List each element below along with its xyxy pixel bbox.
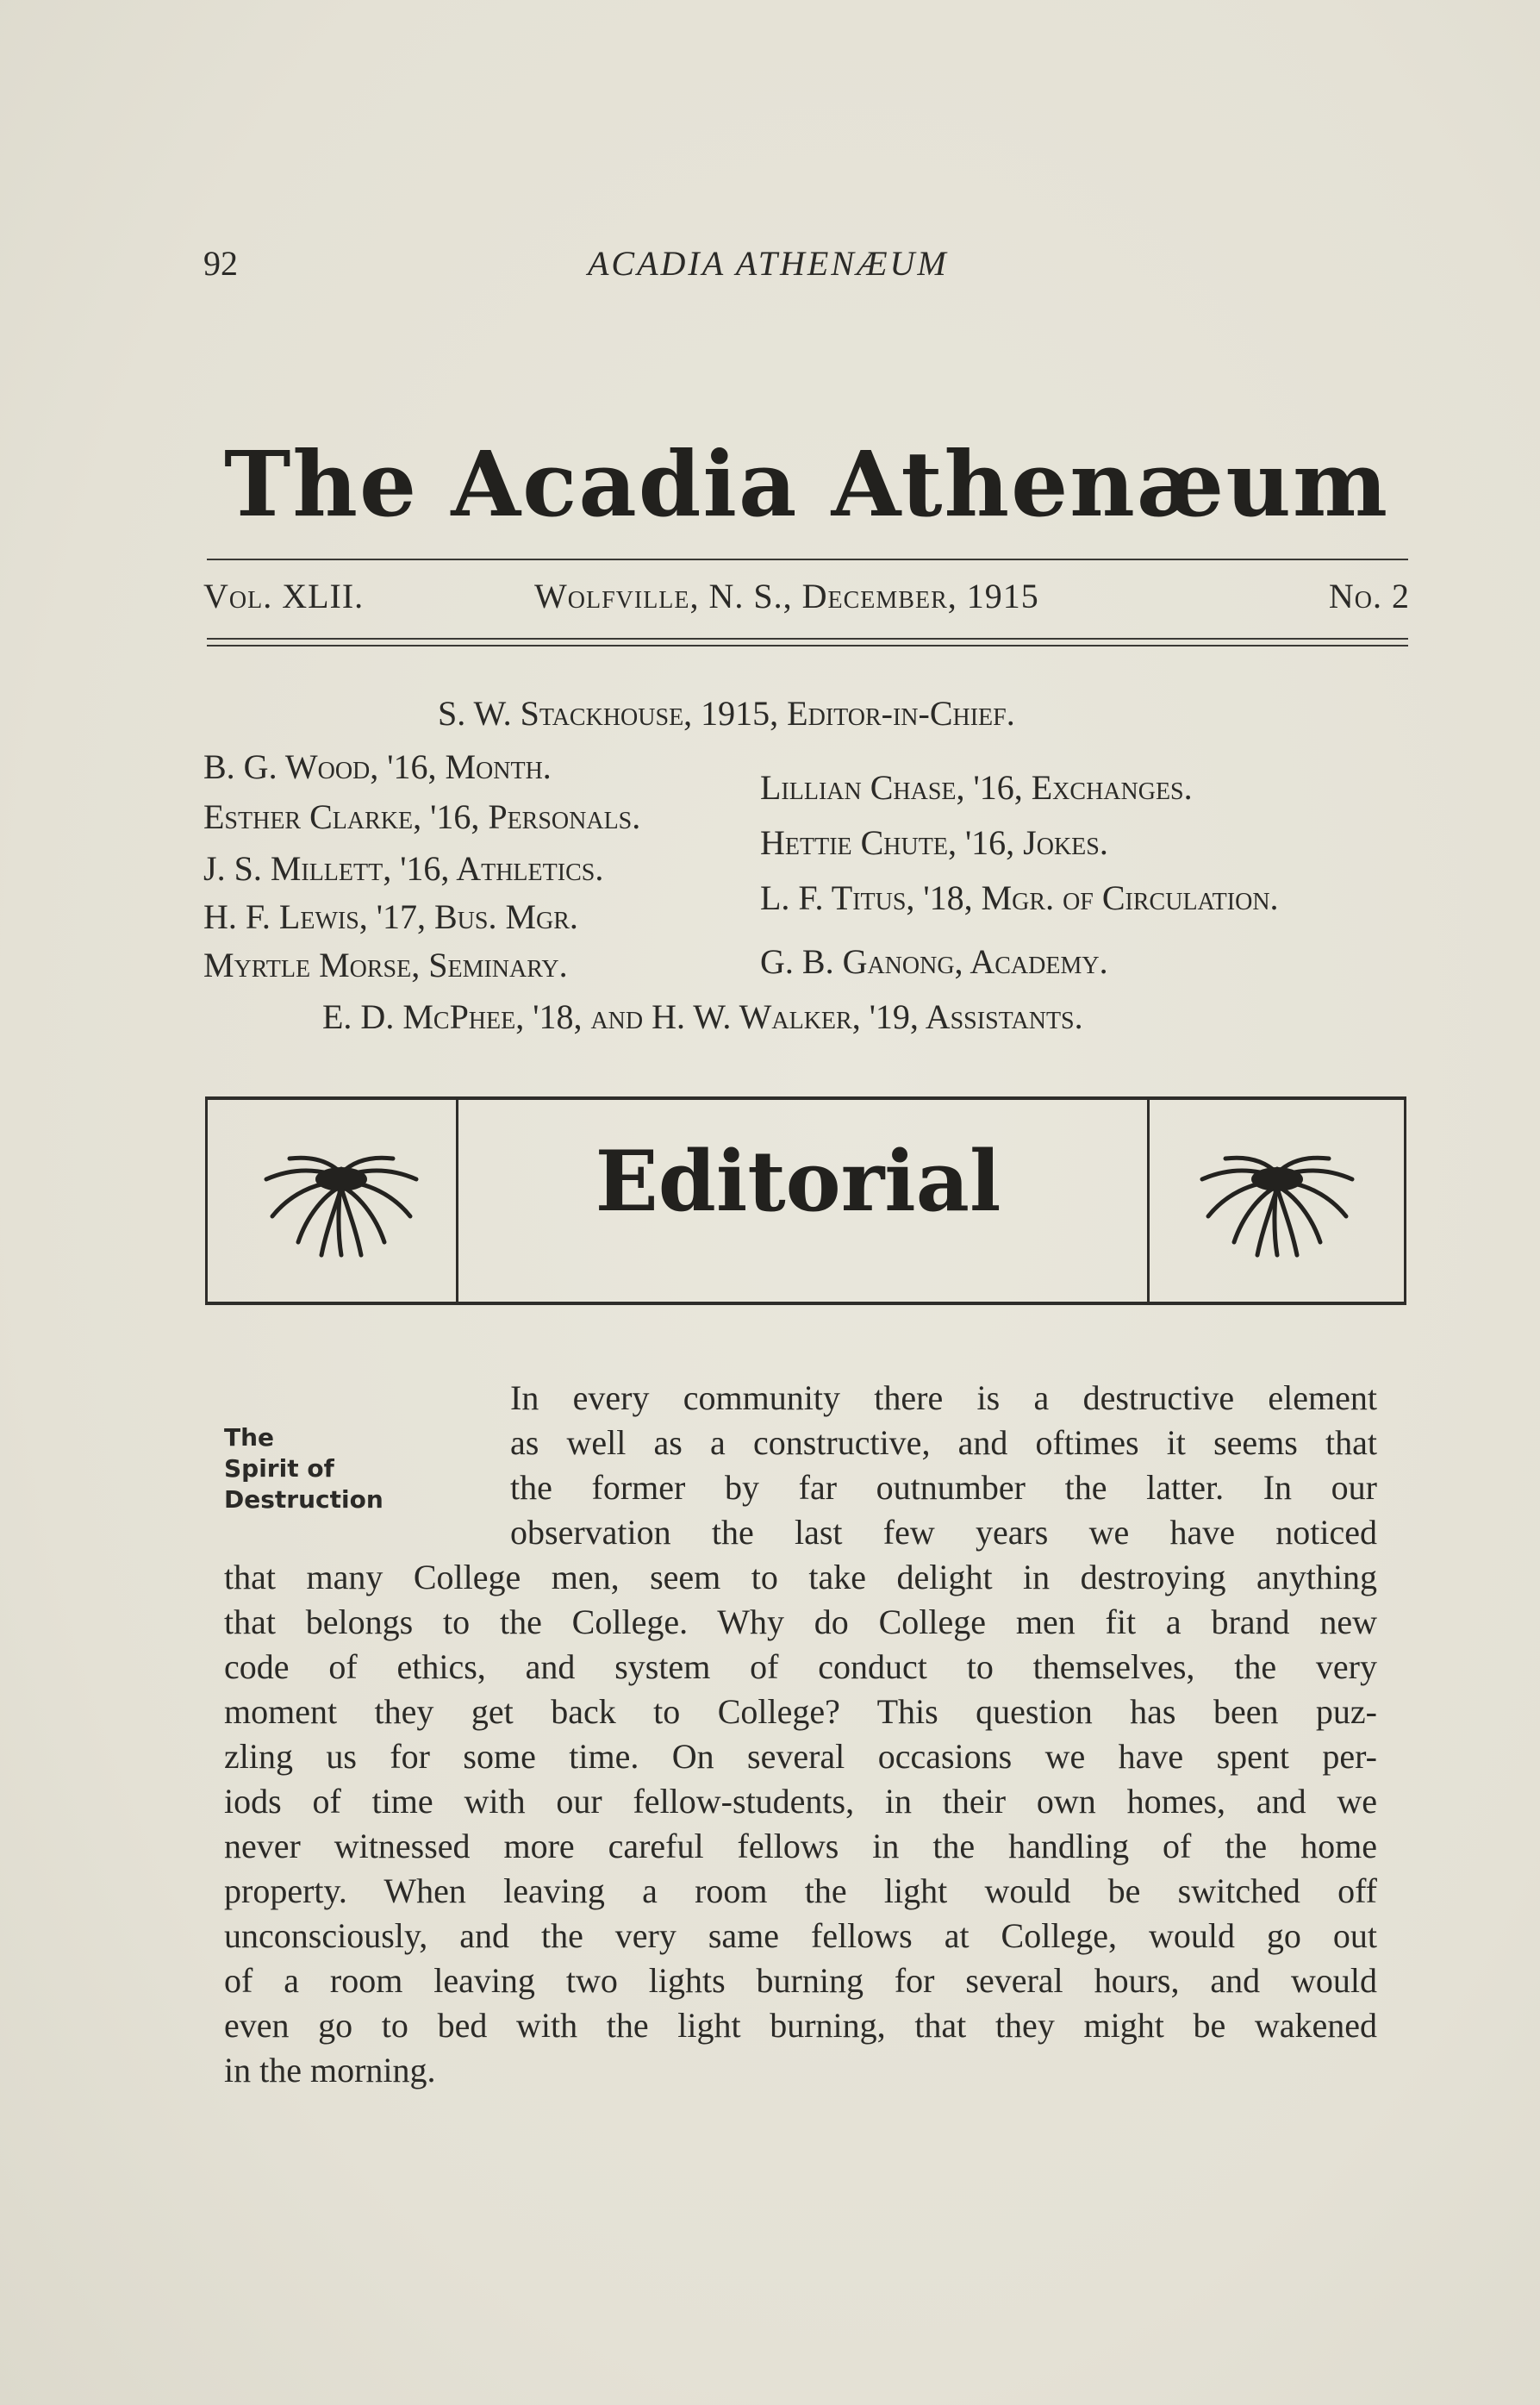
- issue-number: No. 2: [1328, 577, 1410, 615]
- staff-right-1: Lillian Chase, '16, Exchanges.: [760, 768, 1193, 807]
- side-heading: [224, 1422, 396, 1515]
- staff-assistants: E. D. McPhee, '18, and H. W. Walker, '19, Assistants.: [322, 997, 1083, 1036]
- editorial-header-box: [205, 1096, 1406, 1305]
- body-line: even go to bed with the light burning, that they might be wakened: [224, 2006, 1377, 2045]
- body-line: code of ethics, and system of conduct to themselves, the very: [224, 1647, 1377, 1686]
- masthead-bottom-rule-1: [207, 638, 1408, 640]
- editor-in-chief: S. W. Stackhouse, 1915, Editor-in-Chief.: [438, 694, 1015, 733]
- body-line: the former by far outnumber the latter. In our: [510, 1468, 1377, 1507]
- volume-number: Vol. XLII.: [203, 577, 365, 615]
- body-line: that belongs to the College. Why do College men fit a brand new: [224, 1602, 1377, 1641]
- side-heading-line: The: [224, 1423, 275, 1452]
- staff-right-3: L. F. Titus, '18, Mgr. of Circulation.: [760, 878, 1279, 917]
- editorial-title: Editorial: [595, 1133, 1001, 1230]
- body-line: moment they get back to College? This question has been puz-: [224, 1692, 1377, 1731]
- page-number: 92: [203, 244, 238, 283]
- staff-left-2: Esther Clarke, '16, Personals.: [203, 797, 641, 836]
- running-head-title: ACADIA ATHENÆUM: [588, 244, 949, 283]
- staff-left-1: B. G. Wood, '16, Month.: [203, 747, 552, 786]
- masthead-bottom-rule-2: [207, 645, 1408, 647]
- body-line: In every community there is a destructive element: [510, 1378, 1377, 1417]
- side-heading-line: Spirit of: [224, 1454, 334, 1483]
- masthead-title: The Acadia Athenæum: [224, 431, 1389, 537]
- palm-tree-icon: [1187, 1134, 1368, 1272]
- body-line: in the morning.: [224, 2051, 436, 2090]
- palm-tree-icon: [251, 1134, 432, 1272]
- body-line: that many College men, seem to take delight in destroying anything: [224, 1558, 1377, 1596]
- body-line: of a room leaving two lights burning for several hours, and would: [224, 1961, 1377, 2000]
- body-line: unconsciously, and the very same fellows at College, would go out: [224, 1916, 1377, 1955]
- body-line: property. When leaving a room the light would be switched off: [224, 1871, 1377, 1910]
- volume-line: [203, 576, 1410, 617]
- place-date: Wolfville, N. S., December, 1915: [534, 577, 1039, 615]
- body-line: zling us for some time. On several occasions we have spent per-: [224, 1737, 1377, 1776]
- body-line: as well as a constructive, and oftimes it seems that: [510, 1423, 1377, 1462]
- staff-left-5: Myrtle Morse, Seminary.: [203, 946, 568, 984]
- header-divider-right: [1147, 1100, 1150, 1302]
- body-line: iods of time with our fellow-students, in their own homes, and we: [224, 1782, 1377, 1821]
- staff-left-4: H. F. Lewis, '17, Bus. Mgr.: [203, 897, 578, 936]
- masthead-top-rule: [207, 559, 1408, 560]
- staff-right-4: G. B. Ganong, Academy.: [760, 942, 1108, 981]
- side-heading-line: Destruction: [224, 1485, 383, 1514]
- body-line: observation the last few years we have noticed: [510, 1513, 1377, 1552]
- staff-left-3: J. S. Millett, '16, Athletics.: [203, 849, 604, 888]
- running-head: [203, 243, 1410, 286]
- body-line: never witnessed more careful fellows in the handling of the home: [224, 1827, 1377, 1865]
- staff-right-2: Hettie Chute, '16, Jokes.: [760, 823, 1108, 862]
